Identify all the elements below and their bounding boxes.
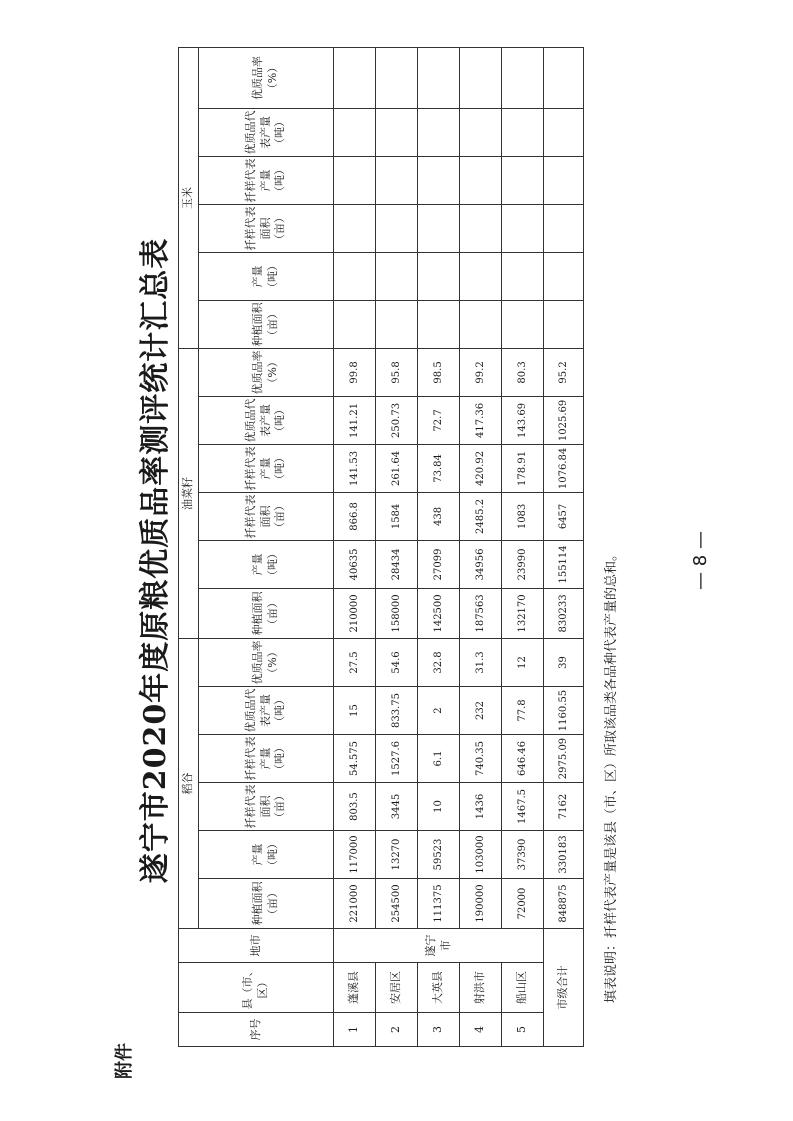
rapeseed-cell: 99.8 [334, 348, 376, 396]
rapeseed-cell: 132170 [502, 588, 544, 638]
page-title: 遂宁市2020年度原粮优质品率测评统计汇总表 [138, 237, 173, 884]
rice-cell: 31.3 [460, 638, 502, 686]
rice-cell: 646.46 [502, 735, 544, 783]
sub-header: 产量（吨） [199, 831, 334, 879]
rice-cell: 254500 [376, 879, 418, 929]
rice-cell: 54.6 [376, 638, 418, 686]
rice-cell: 12 [502, 638, 544, 686]
crop-header-rapeseed: 油菜籽 [179, 348, 199, 638]
rapeseed-cell: 210000 [334, 588, 376, 638]
corn-cell [334, 252, 376, 300]
rapeseed-total-cell: 1076.84 [544, 444, 584, 492]
corn-cell [502, 108, 544, 156]
table-row [460, 48, 502, 1047]
city-header: 地市 [179, 929, 334, 963]
corn-cell [460, 108, 502, 156]
corn-cell [502, 156, 544, 204]
corn-cell [460, 252, 502, 300]
rapeseed-cell: 27099 [418, 540, 460, 588]
corn-total-cell [544, 204, 584, 252]
corn-total-cell [544, 300, 584, 348]
corn-cell [376, 48, 418, 109]
table-row [376, 48, 418, 1047]
rice-cell: 117000 [334, 831, 376, 879]
rapeseed-total-cell: 830233 [544, 588, 584, 638]
rapeseed-cell: 250.73 [376, 396, 418, 444]
sub-header: 优质品率（%） [199, 48, 334, 109]
corn-total-cell [544, 252, 584, 300]
rice-cell: 72000 [502, 879, 544, 929]
corn-cell [418, 204, 460, 252]
seq-cell: 4 [460, 1013, 502, 1047]
seq-cell: 3 [418, 1013, 460, 1047]
sub-header: 种植面积（亩） [199, 300, 334, 348]
rice-cell: 740.35 [460, 735, 502, 783]
sub-header: 产量（吨） [199, 540, 334, 588]
corn-cell [502, 204, 544, 252]
rice-cell: 15 [334, 687, 376, 735]
sub-header: 优质品代表产量（吨） [199, 687, 334, 735]
corn-cell [418, 48, 460, 109]
crop-header-rice: 稻谷 [179, 638, 199, 928]
corn-cell [502, 48, 544, 109]
corn-cell [460, 48, 502, 109]
seq-cell: 2 [376, 1013, 418, 1047]
corn-total-cell [544, 48, 584, 109]
total-label: 市级合计 [544, 929, 584, 1047]
county-cell: 安居区 [376, 963, 418, 1013]
corn-cell [460, 156, 502, 204]
seq-cell: 5 [502, 1013, 544, 1047]
rapeseed-total-cell: 1025.69 [544, 396, 584, 444]
sub-header: 扦样代表产量（吨） [199, 735, 334, 783]
rapeseed-cell: 261.64 [376, 444, 418, 492]
corn-cell [460, 204, 502, 252]
corn-cell [418, 300, 460, 348]
corn-cell [334, 108, 376, 156]
county-cell: 射洪市 [460, 963, 502, 1013]
rice-cell: 1467.5 [502, 783, 544, 831]
rapeseed-cell: 143.69 [502, 396, 544, 444]
rapeseed-cell: 40635 [334, 540, 376, 588]
sub-header: 扦样代表产量（吨） [199, 156, 334, 204]
corn-cell [418, 108, 460, 156]
sub-header: 种植面积（亩） [199, 879, 334, 929]
rapeseed-cell: 1083 [502, 492, 544, 540]
county-cell: 大英县 [418, 963, 460, 1013]
rice-cell: 6.1 [418, 735, 460, 783]
city-cell: 遂宁市 [334, 929, 544, 963]
rice-cell: 3445 [376, 783, 418, 831]
sub-header: 扦样代表面积（亩） [199, 492, 334, 540]
table-row [502, 48, 544, 1047]
rice-total-cell: 848875 [544, 879, 584, 929]
rice-cell: 833.75 [376, 687, 418, 735]
rapeseed-cell: 187563 [460, 588, 502, 638]
rice-cell: 32.8 [418, 638, 460, 686]
rapeseed-cell: 80.3 [502, 348, 544, 396]
sub-header: 优质品率（%） [199, 348, 334, 396]
corn-cell [502, 252, 544, 300]
rapeseed-cell: 34956 [460, 540, 502, 588]
corn-cell [502, 300, 544, 348]
rapeseed-cell: 2485.2 [460, 492, 502, 540]
corn-cell [334, 48, 376, 109]
footnote: 填表说明：扦样代表产量是该县（市、区）所取该品类各品种代表产量的总和。 [604, 547, 619, 1003]
rice-cell: 27.5 [334, 638, 376, 686]
rice-cell: 59523 [418, 831, 460, 879]
rapeseed-cell: 28434 [376, 540, 418, 588]
rice-cell: 221000 [334, 879, 376, 929]
rapeseed-total-cell: 155114 [544, 540, 584, 588]
rice-cell: 190000 [460, 879, 502, 929]
corn-cell [460, 300, 502, 348]
rapeseed-cell: 99.2 [460, 348, 502, 396]
rapeseed-cell: 420.92 [460, 444, 502, 492]
rapeseed-cell: 95.8 [376, 348, 418, 396]
sub-header-row [199, 48, 334, 1047]
sub-header: 种植面积（亩） [199, 588, 334, 638]
corn-cell [334, 156, 376, 204]
rice-cell: 1527.6 [376, 735, 418, 783]
rapeseed-total-cell: 95.2 [544, 348, 584, 396]
rice-cell: 13270 [376, 831, 418, 879]
table-row [334, 48, 376, 1047]
rapeseed-cell: 72.7 [418, 396, 460, 444]
corn-cell [376, 156, 418, 204]
rice-cell: 1436 [460, 783, 502, 831]
corn-cell [418, 252, 460, 300]
rapeseed-cell: 73.84 [418, 444, 460, 492]
rice-cell: 111375 [418, 879, 460, 929]
table-row [418, 48, 460, 1047]
rice-cell: 54.575 [334, 735, 376, 783]
rice-total-cell: 330183 [544, 831, 584, 879]
rapeseed-cell: 142500 [418, 588, 460, 638]
rapeseed-cell: 141.53 [334, 444, 376, 492]
sub-header: 扦样代表产量（吨） [199, 444, 334, 492]
corn-cell [376, 108, 418, 156]
sub-header: 优质品代表产量（吨） [199, 396, 334, 444]
rapeseed-cell: 141.21 [334, 396, 376, 444]
rapeseed-cell: 98.5 [418, 348, 460, 396]
rice-cell: 232 [460, 687, 502, 735]
rapeseed-cell: 23990 [502, 540, 544, 588]
rice-total-cell: 2975.09 [544, 735, 584, 783]
rapeseed-cell: 1584 [376, 492, 418, 540]
rice-total-cell: 1160.55 [544, 687, 584, 735]
corn-total-cell [544, 156, 584, 204]
rice-cell: 803.5 [334, 783, 376, 831]
corn-cell [376, 204, 418, 252]
corn-cell [334, 204, 376, 252]
rapeseed-cell: 158000 [376, 588, 418, 638]
rice-cell: 103000 [460, 831, 502, 879]
seq-header: 序号 [179, 1013, 334, 1047]
crop-header-corn: 玉米 [179, 48, 199, 349]
total-row [544, 48, 584, 1047]
county-cell: 蓬溪县 [334, 963, 376, 1013]
rice-cell: 10 [418, 783, 460, 831]
rapeseed-cell: 866.8 [334, 492, 376, 540]
sub-header: 产量（吨） [199, 252, 334, 300]
page-number [690, 0, 711, 1121]
rapeseed-cell: 438 [418, 492, 460, 540]
corn-total-cell [544, 108, 584, 156]
page-number-text: — 8 — [690, 531, 711, 590]
county-cell: 船山区 [502, 963, 544, 1013]
rice-total-cell: 7162 [544, 783, 584, 831]
sub-header: 扦样代表面积（亩） [199, 783, 334, 831]
rice-total-cell: 39 [544, 638, 584, 686]
rice-cell: 2 [418, 687, 460, 735]
county-header: 县（市、区） [179, 963, 334, 1013]
sub-header: 优质品代表产量（吨） [199, 108, 334, 156]
corn-cell [334, 300, 376, 348]
rapeseed-cell: 417.36 [460, 396, 502, 444]
rice-cell: 77.8 [502, 687, 544, 735]
corn-cell [376, 300, 418, 348]
rapeseed-total-cell: 6457 [544, 492, 584, 540]
sub-header: 扦样代表面积（亩） [199, 204, 334, 252]
rice-cell: 37390 [502, 831, 544, 879]
crop-header-row [179, 48, 199, 1047]
corn-cell [376, 252, 418, 300]
sub-header: 优质品率（%） [199, 638, 334, 686]
attachment-label: 附件 [114, 1043, 135, 1079]
rapeseed-cell: 178.91 [502, 444, 544, 492]
summary-table [178, 47, 584, 1047]
seq-cell: 1 [334, 1013, 376, 1047]
corn-cell [418, 156, 460, 204]
